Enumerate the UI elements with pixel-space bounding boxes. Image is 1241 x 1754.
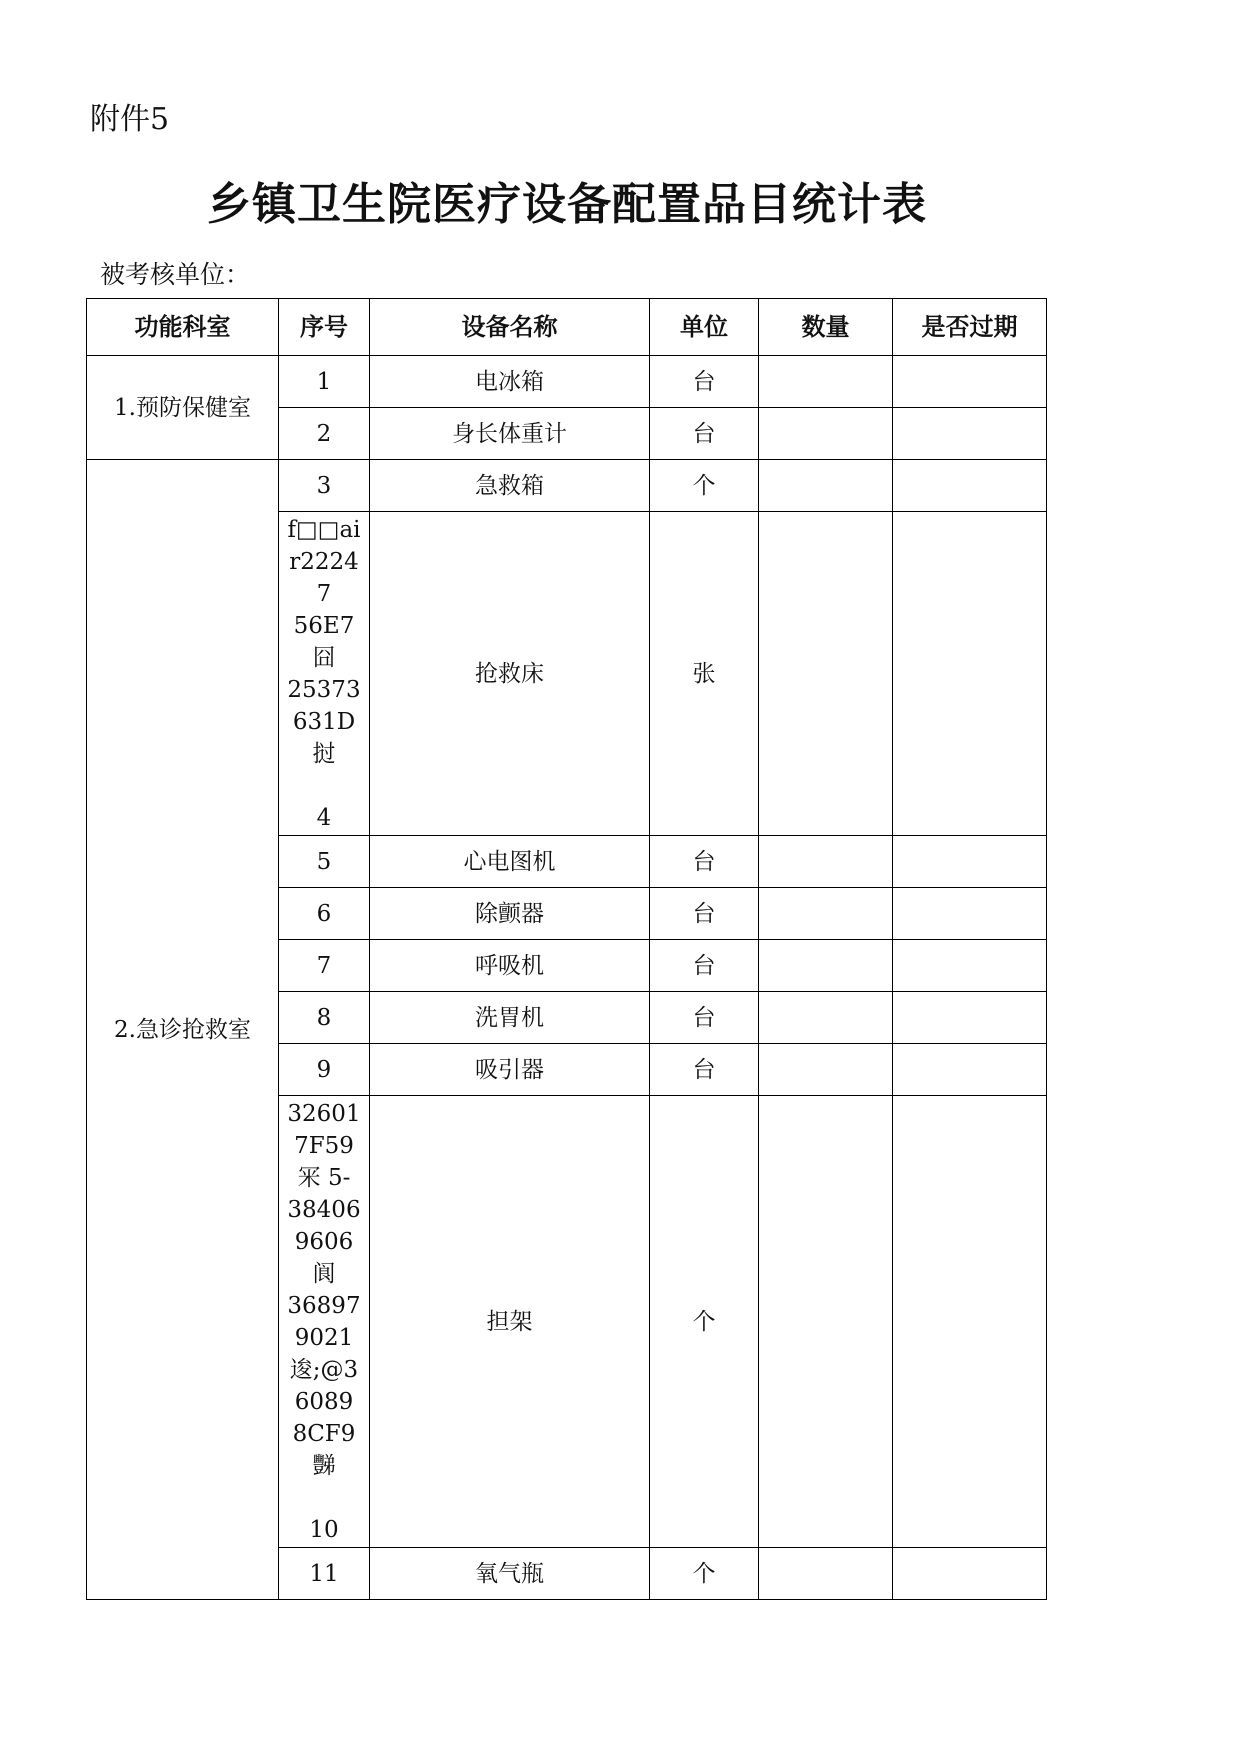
header-qty: 数量 <box>759 299 893 356</box>
unit-cell: 个 <box>650 1096 759 1548</box>
seq-garbled-line: 囧 <box>312 644 336 671</box>
header-dept: 功能科室 <box>87 299 279 356</box>
table-row <box>87 356 1047 408</box>
name-cell: 吸引器 <box>370 1044 650 1096</box>
seq-garbled-line: 36897 <box>287 1292 361 1319</box>
expired-cell[interactable] <box>893 1096 1047 1548</box>
seq-garbled-line: r2224 <box>289 548 359 575</box>
expired-cell[interactable] <box>893 408 1047 460</box>
qty-cell[interactable] <box>759 836 893 888</box>
seq-garbled-line: 冞 5- <box>297 1164 351 1191</box>
seq-cell: 2 <box>279 408 370 460</box>
header-unit: 单位 <box>650 299 759 356</box>
expired-cell[interactable] <box>893 940 1047 992</box>
qty-cell[interactable] <box>759 888 893 940</box>
unit-cell: 台 <box>650 836 759 888</box>
name-cell: 电冰箱 <box>370 356 650 408</box>
unit-cell: 个 <box>650 1548 759 1600</box>
expired-cell[interactable] <box>893 356 1047 408</box>
qty-cell[interactable] <box>759 460 893 512</box>
unit-cell: 台 <box>650 940 759 992</box>
seq-cell: 3 <box>279 460 370 512</box>
qty-cell[interactable] <box>759 1096 893 1548</box>
qty-cell[interactable] <box>759 1044 893 1096</box>
expired-cell[interactable] <box>893 1044 1047 1096</box>
page-title: 乡镇卫生院医疗设备配置品目统计表 <box>207 179 927 230</box>
name-cell: 氧气瓶 <box>370 1548 650 1600</box>
name-cell: 洗胃机 <box>370 992 650 1044</box>
dept-cell: 1.预防保健室 <box>87 356 279 460</box>
header-name: 设备名称 <box>370 299 650 356</box>
seq-garbled-line: 挝 <box>312 740 336 767</box>
name-cell: 心电图机 <box>370 836 650 888</box>
unit-cell: 个 <box>650 460 759 512</box>
seq-garbled-line: 7F59 <box>294 1132 354 1159</box>
seq-number: 4 <box>316 804 332 831</box>
name-cell: 除颤器 <box>370 888 650 940</box>
name-cell: 身长体重计 <box>370 408 650 460</box>
unit-cell: 台 <box>650 888 759 940</box>
seq-cell: 7 <box>279 940 370 992</box>
seq-cell: 11 <box>279 1548 370 1600</box>
expired-cell[interactable] <box>893 1548 1047 1600</box>
expired-cell[interactable] <box>893 512 1047 836</box>
expired-cell[interactable] <box>893 888 1047 940</box>
table-row <box>87 460 1047 512</box>
qty-cell[interactable] <box>759 992 893 1044</box>
unit-cell: 张 <box>650 512 759 836</box>
seq-garbled-line: 631D <box>292 708 356 735</box>
assessed-unit-label: 被考核单位： <box>100 260 251 289</box>
seq-cell <box>279 1096 370 1548</box>
qty-cell[interactable] <box>759 1548 893 1600</box>
seq-garbled-line: 56E7 <box>293 612 355 639</box>
name-cell: 急救箱 <box>370 460 650 512</box>
qty-cell[interactable] <box>759 356 893 408</box>
seq-cell: 1 <box>279 356 370 408</box>
seq-garbled-line: 9606 <box>294 1228 354 1255</box>
seq-garbled-line: 25373 <box>287 676 361 703</box>
equipment-table <box>86 298 1047 1600</box>
expired-cell[interactable] <box>893 460 1047 512</box>
seq-garbled-line: 6089 <box>294 1388 354 1415</box>
seq-number: 10 <box>309 1516 339 1543</box>
seq-cell: 6 <box>279 888 370 940</box>
name-cell: 抢救床 <box>370 512 650 836</box>
seq-garbled-line: 7 <box>316 580 332 607</box>
unit-cell: 台 <box>650 356 759 408</box>
dept-cell: 2.急诊抢救室 <box>87 460 279 1600</box>
expired-cell[interactable] <box>893 992 1047 1044</box>
seq-garbled-line: 38406 <box>287 1196 361 1223</box>
seq-garbled-line: 豒 <box>312 1452 336 1479</box>
seq-cell: 8 <box>279 992 370 1044</box>
header-seq: 序号 <box>279 299 370 356</box>
seq-cell: 5 <box>279 836 370 888</box>
name-cell: 担架 <box>370 1096 650 1548</box>
header-expired: 是否过期 <box>893 299 1047 356</box>
seq-cell <box>279 512 370 836</box>
qty-cell[interactable] <box>759 408 893 460</box>
unit-cell: 台 <box>650 992 759 1044</box>
qty-cell[interactable] <box>759 940 893 992</box>
seq-cell: 9 <box>279 1044 370 1096</box>
table-header-row <box>87 299 1047 356</box>
attachment-label: 附件5 <box>90 102 170 137</box>
unit-cell: 台 <box>650 408 759 460</box>
seq-garbled-line: 8CF9 <box>292 1420 356 1447</box>
seq-garbled-line: 阆 <box>312 1260 336 1287</box>
seq-garbled-line: 9021 <box>294 1324 354 1351</box>
name-cell: 呼吸机 <box>370 940 650 992</box>
expired-cell[interactable] <box>893 836 1047 888</box>
seq-garbled-line: 逡;@3 <box>289 1356 359 1383</box>
seq-garbled-line: f□□ai <box>287 516 361 543</box>
qty-cell[interactable] <box>759 512 893 836</box>
unit-cell: 台 <box>650 1044 759 1096</box>
seq-garbled-line: 32601 <box>287 1100 361 1127</box>
